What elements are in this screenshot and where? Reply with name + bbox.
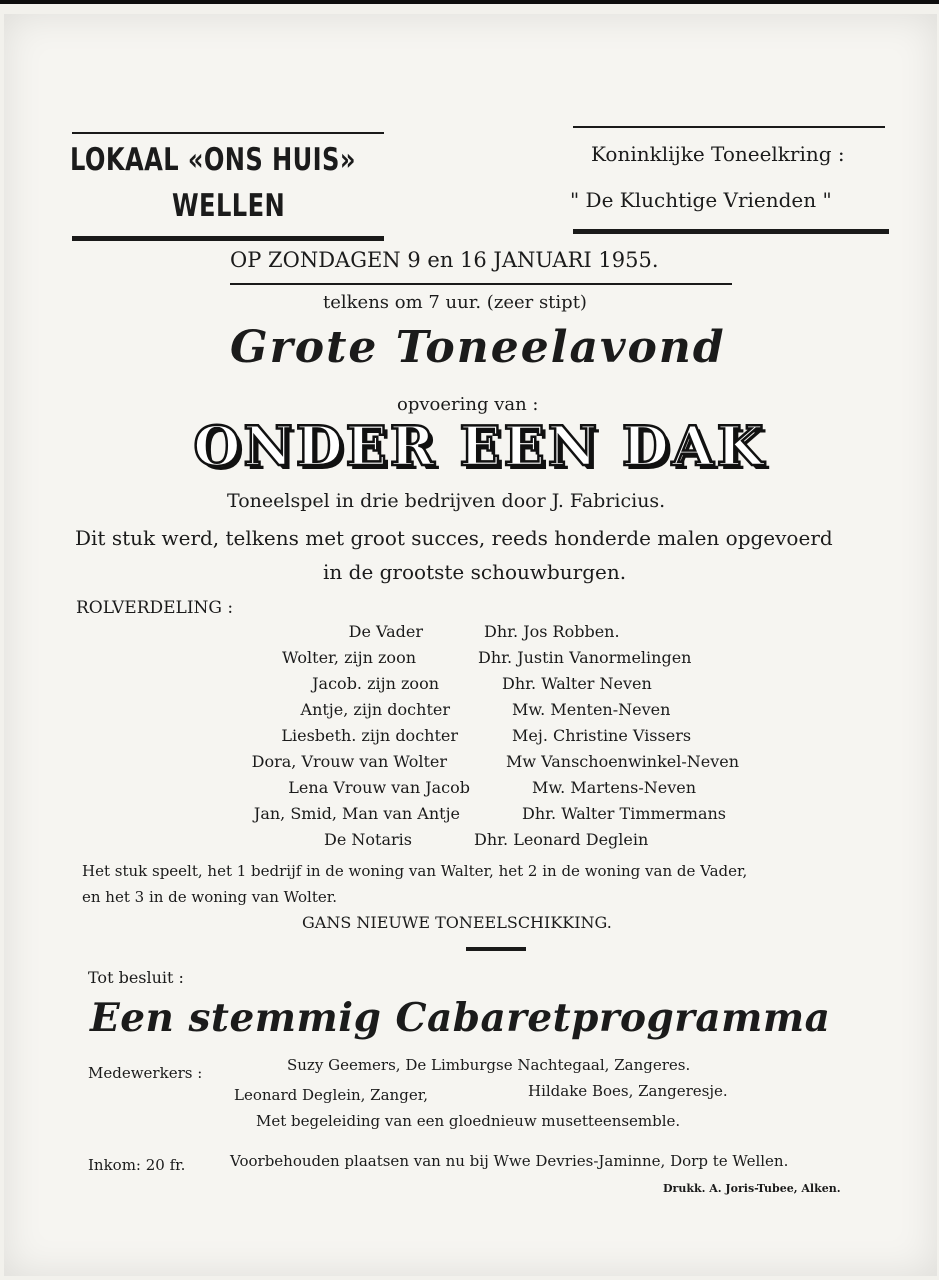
setting-note-line1: Het stuk speelt, het 1 bedrijf in de woning van Walter, het 2 in de woning van de Vader, <box>82 862 748 880</box>
performance-intro: opvoering van : <box>397 394 539 415</box>
success-note-line1: Dit stuk werd, telkens met groot succes, reeds honderde malen opgevoerd <box>75 526 833 550</box>
club-top-rule <box>573 126 885 128</box>
cast-row <box>150 622 930 646</box>
cast-row <box>150 726 930 750</box>
performance-dates: OP ZONDAGEN 9 en 16 JANUARI 1955. <box>230 248 659 272</box>
contributor-singer-2: Leonard Deglein, Zanger, <box>234 1086 428 1104</box>
cast-row <box>150 830 930 854</box>
cast-actor: Mw Vanschoenwinkel-Neven <box>506 752 740 771</box>
venue-name: LOKAAL «ONS HUIS» <box>70 142 356 178</box>
cast-role: Jacob. zijn zoon <box>312 674 439 693</box>
performance-time: telkens om 7 uur. (zeer stipt) <box>323 292 587 313</box>
top-edge <box>0 0 939 4</box>
cabaret-title: Een stemmig Cabaretprogramma <box>90 995 831 1041</box>
cast-row <box>150 804 930 828</box>
play-subtitle: Toneelspel in drie bedrijven door J. Fabricius. <box>227 490 666 512</box>
cast-heading: ROLVERDELING : <box>76 598 234 618</box>
cast-actor: Dhr. Walter Timmermans <box>522 804 727 823</box>
cast-actor: Mw. Menten-Neven <box>512 700 671 719</box>
closing-intro: Tot besluit : <box>88 968 184 987</box>
cast-actor: Mw. Martens-Neven <box>532 778 697 797</box>
contributors-label: Medewerkers : <box>88 1064 203 1082</box>
cast-row <box>150 648 930 672</box>
venue-top-rule <box>72 132 384 134</box>
cast-role: Liesbeth. zijn dochter <box>281 726 458 745</box>
reservation-note: Voorbehouden plaatsen van nu bij Wwe Devries-Jaminne, Dorp te Wellen. <box>230 1152 789 1170</box>
cast-role: Wolter, zijn zoon <box>282 648 416 667</box>
cast-actor: Dhr. Justin Vanormelingen <box>478 648 692 667</box>
cast-role: Antje, zijn dochter <box>300 700 450 719</box>
cast-row <box>150 700 930 724</box>
cast-role: Jan, Smid, Man van Antje <box>253 804 460 823</box>
section-divider <box>466 947 526 951</box>
accompaniment-note: Met begeleiding van een gloednieuw musetteensemble. <box>256 1112 681 1130</box>
cast-row <box>150 674 930 698</box>
dates-underline <box>230 283 732 285</box>
cast-row <box>150 778 930 802</box>
contributor-singer-1: Suzy Geemers, De Limburgse Nachtegaal, Zangeres. <box>287 1056 691 1074</box>
cast-actor: Dhr. Walter Neven <box>502 674 652 693</box>
venue-bottom-rule <box>72 236 384 241</box>
play-title: ONDER EEN DAK <box>193 414 767 478</box>
cast-row <box>150 752 930 776</box>
cast-role: De Vader <box>348 622 423 641</box>
club-bottom-rule <box>573 229 889 234</box>
staging-note: GANS NIEUWE TONEELSCHIKKING. <box>302 913 612 932</box>
club-label: Koninklijke Toneelkring : <box>591 142 845 166</box>
cast-role: Dora, Vrouw van Wolter <box>251 752 447 771</box>
cast-actor: Dhr. Jos Robben. <box>484 622 620 641</box>
contributor-singer-3: Hildake Boes, Zangeresje. <box>528 1082 728 1100</box>
printer-credit: Drukk. A. Joris-Tubee, Alken. <box>663 1182 841 1195</box>
cast-actor: Mej. Christine Vissers <box>512 726 692 745</box>
admission-price: Inkom: 20 fr. <box>88 1156 186 1174</box>
club-name: " De Kluchtige Vrienden " <box>570 188 832 212</box>
cast-role: De Notaris <box>324 830 412 849</box>
event-title: Grote Toneelavond <box>230 322 726 373</box>
cast-role: Lena Vrouw van Jacob <box>288 778 470 797</box>
cast-actor: Dhr. Leonard Deglein <box>474 830 649 849</box>
success-note-line2: in de grootste schouwburgen. <box>323 560 627 584</box>
setting-note-line2: en het 3 in de woning van Wolter. <box>82 888 338 906</box>
venue-town: WELLEN <box>172 188 286 224</box>
